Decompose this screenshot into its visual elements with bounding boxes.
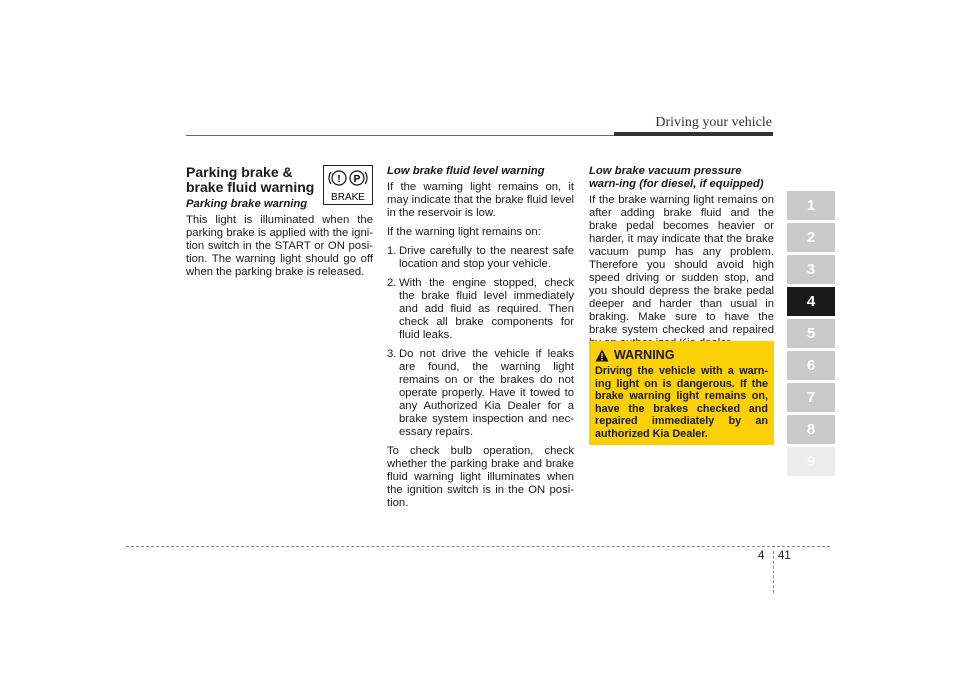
column-2: [387, 165, 574, 516]
paragraph: If the brake warning light remains on after adding brake fluid and the brake pedal becomes heavier or harder, it may indicate that the brake vacuum pump has any problem. Therefore you should avoid high speed driving or sudden stop, and you should depress the brake pedal deeper and harder than usual in braking. Make sure to have the brake system checked and repaired: [589, 194, 774, 336]
parking-brake-text: This light is illuminated when the parking brake is applied with the igni-tion switch in the START or ON posi-tion. The warning light should go off when the parking brake is released.: [186, 214, 373, 278]
chapter-tab-7[interactable]: 7: [787, 383, 835, 412]
chapter-tab-1[interactable]: 1: [787, 191, 835, 220]
paragraph: If the warning light remains on, it may indicate that the brake fluid level in the reservoir is low.: [387, 181, 574, 219]
chapter-tab-5[interactable]: 5: [787, 319, 835, 348]
subheading-parking-brake: Parking brake warning: [186, 198, 308, 210]
chapter-tab-8[interactable]: 8: [787, 415, 835, 444]
chapter-tabs: [787, 191, 835, 479]
subheading-low-fluid: Low brake fluid level warning: [387, 165, 545, 177]
warning-text: Driving the vehicle with a warn-ing light on is dangerous. If the brake warning light remains on, have the brakes checked and repaired immediately by an authorized Kia Dealer.: [595, 365, 768, 440]
chapter-tab-4[interactable]: 4: [787, 287, 835, 316]
chapter-tab-3[interactable]: 3: [787, 255, 835, 284]
section-heading: Parking brake & brake fluid warning: [186, 164, 315, 195]
warning-box: [589, 341, 774, 445]
list-item: 3. Do not drive the vehicle if leaks are found, the warning light remains on or the brakes do not operate properly. Have it towed to any Authorized Kia Dealer for a brake system inspection and nec-essary repairs.: [387, 348, 574, 438]
steps-list: [387, 245, 574, 439]
p-glyph: P: [353, 174, 361, 185]
footer-section-number: 4: [758, 550, 765, 562]
exclamation-glyph: !: [337, 174, 341, 185]
list-item: 2. With the engine stopped, check the brake fluid level immediately and add fluid as required. Then check all brake components for fluid leaks.: [387, 277, 574, 341]
header-rule-accent: [614, 132, 773, 136]
column-3: [589, 165, 774, 356]
chapter-tab-9[interactable]: 9: [787, 447, 835, 476]
paragraph: If the warning light remains on:: [387, 226, 541, 238]
chapter-tab-6[interactable]: 6: [787, 351, 835, 380]
list-item: 1. Drive carefully to the nearest safe location and stop your vehicle.: [387, 245, 574, 270]
brake-label: BRAKE: [331, 192, 365, 203]
brake-warning-icon: [323, 165, 373, 205]
paragraph: To check bulb operation, check whether the parking brake and brake fluid warning light illuminates when the ignition switch is in the ON posi-tion.: [387, 445, 574, 509]
page-header-title: Driving your vehicle: [655, 115, 772, 130]
footer-page-number: 41: [778, 550, 791, 562]
footer-divider: [773, 551, 774, 593]
warning-title: WARNING: [614, 348, 675, 362]
chapter-tab-2[interactable]: 2: [787, 223, 835, 252]
warning-triangle-icon: [595, 349, 609, 362]
footer-rule: [126, 546, 830, 547]
subheading-vacuum: Low brake vacuum pressure warn-ing (for diesel, if equipped): [589, 165, 764, 190]
